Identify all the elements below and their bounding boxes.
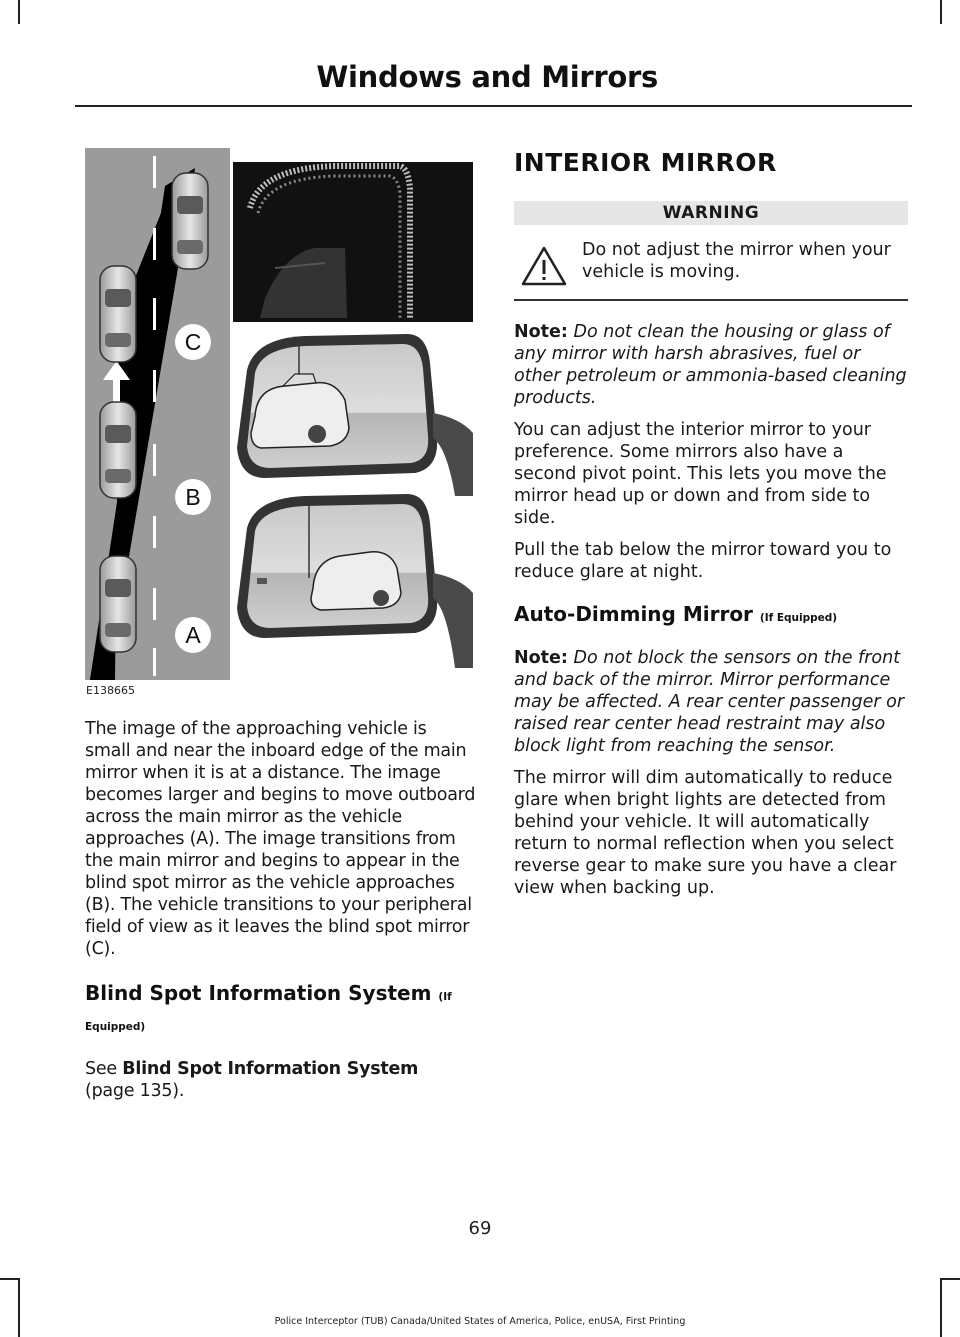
- blind-spot-mirror-illustration: [85, 148, 473, 680]
- section-title: INTERIOR MIRROR: [514, 148, 777, 177]
- auto-dimming-heading-suffix: (If Equipped): [759, 611, 838, 624]
- crop-mark-bottom-right-v: [940, 1278, 942, 1337]
- left-column: [85, 718, 477, 1102]
- warning-title: WARNING: [514, 201, 908, 225]
- adjust-paragraph: You can adjust the interior mirror to your preference. Some mirrors also have a second pivot point. This lets you move the mirror head up or down and from side to side.: [514, 419, 887, 528]
- auto-dimming-heading-text: Auto-Dimming Mirror: [514, 601, 753, 626]
- mirror-description-paragraph: The image of the approaching vehicle is small and near the inboard edge of the main mirror when it is at a distance. The image becomes larger and begins to move outboard across the main mirror as the vehicle approaches (A). The image transitions from the main mirror and begins to appear in the blind spot mirror as the vehicle approaches (B). The vehicle transitions to your peripheral field of view as it leaves the blind spot mirror (C).: [85, 719, 476, 959]
- crop-mark-bottom-left-v: [18, 1278, 20, 1337]
- note-label: Note:: [514, 321, 568, 342]
- figure-id: E138665: [86, 684, 135, 697]
- bsis-heading-text: Blind Spot Information System: [85, 981, 432, 1005]
- warning-body: [514, 225, 908, 299]
- note-sensors-text: Do not block the sensors on the front and back of the mirror. Mirror performance may be affected. A rear center passenger or raised rear center head restraint may also block light from reaching the sensor.: [514, 647, 905, 756]
- car-top-view: [100, 266, 136, 362]
- road-diagram: [85, 148, 230, 680]
- right-column: [514, 148, 908, 899]
- auto-dimming-heading: [514, 601, 908, 631]
- warning-box: [514, 201, 908, 301]
- warning-rule: [514, 299, 908, 301]
- title-rule: [75, 105, 912, 107]
- bsis-reference: [85, 1058, 477, 1102]
- crop-mark-top-right-v: [940, 0, 942, 24]
- car-top-view: [100, 402, 136, 498]
- warning-triangle-icon: [520, 245, 568, 287]
- page-title: Windows and Mirrors: [316, 60, 658, 94]
- note-sensors: [514, 647, 908, 757]
- page-reference: (page 135).: [85, 1081, 185, 1101]
- car-top-view: [172, 173, 208, 269]
- note-label: Note:: [514, 647, 568, 668]
- bsis-heading-suffix: (If Equipped): [85, 991, 452, 1033]
- auto-dim-paragraph: The mirror will dim automatically to reduce glare when bright lights are detected from behind your vehicle. It will automatically return to normal reflection when you select reverse gear to make sure you have a clear view when backing up.: [514, 767, 897, 898]
- page-number: 69: [468, 1218, 492, 1239]
- glare-tab-paragraph: Pull the tab below the mirror toward you to reduce glare at night.: [514, 539, 892, 582]
- mirror-view-b: [237, 334, 473, 496]
- svg-text:A: A: [185, 622, 201, 648]
- car-top-view: [100, 556, 136, 652]
- mirror-view-a: [237, 494, 473, 668]
- warning-text: Do not adjust the mirror when your vehicle is moving.: [582, 240, 891, 282]
- mirror-view-c: [233, 162, 473, 322]
- bsis-heading: [85, 980, 477, 1040]
- crop-mark-bottom-left-h: [0, 1278, 20, 1280]
- note-cleaning: [514, 321, 908, 409]
- label-a: [175, 617, 211, 653]
- svg-text:C: C: [184, 329, 202, 355]
- crop-mark-bottom-right-h: [940, 1278, 960, 1280]
- bsis-cross-reference-link[interactable]: Blind Spot Information System: [122, 1059, 419, 1079]
- footer: Police Interceptor (TUB) Canada/United States of America, Police, enUSA, First Printing: [274, 1316, 686, 1327]
- label-c: [175, 324, 211, 360]
- crop-mark-top-left-v: [18, 0, 20, 24]
- see-prefix: See: [85, 1059, 117, 1079]
- label-b: [175, 479, 211, 515]
- note-cleaning-text: Do not clean the housing or glass of any mirror with harsh abrasives, fuel or other petroleum or ammonia-based cleaning products.: [514, 321, 907, 408]
- svg-text:B: B: [185, 484, 201, 510]
